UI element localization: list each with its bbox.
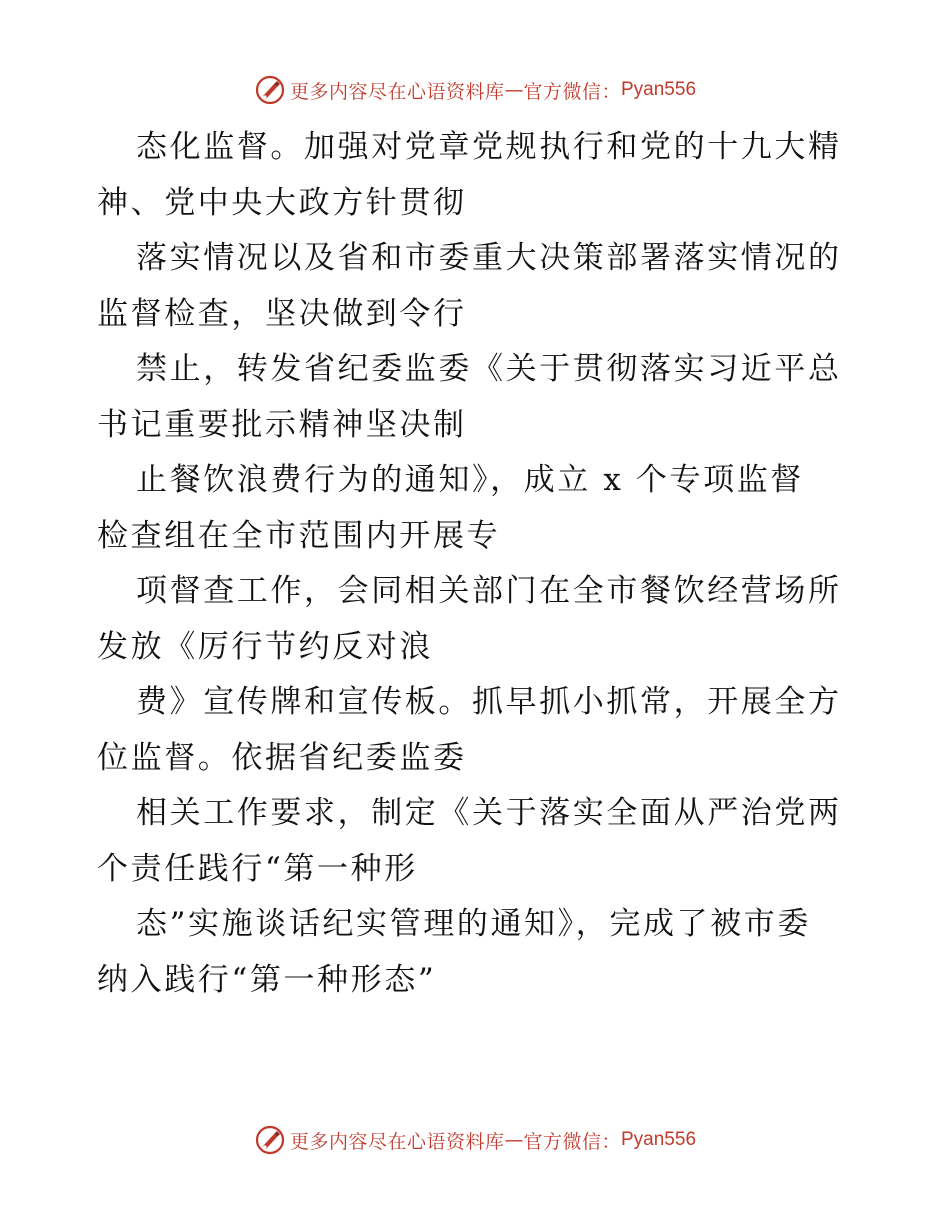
paragraph xyxy=(97,453,857,564)
paragraph-first-line: 项督查工作，会同相关部门在全市餐饮经营场所 xyxy=(136,573,842,609)
paragraph-continuation-line: 检查组在全市范围内开展专 xyxy=(97,517,501,554)
paragraph-first-line: 禁止，转发省纪委监委《关于贯彻落实习近平总 xyxy=(136,351,842,387)
paragraph-continuation-line: 纳入践行“第一种形态” xyxy=(97,961,437,998)
paragraph-first-line: 态化监督。加强对党章党规执行和党的十九大精 xyxy=(136,129,842,165)
paragraph-continuation-line: 神、党中央大政方针贯彻 xyxy=(97,184,467,221)
paragraph-continuation-line: 监督检查，坚决做到令行 xyxy=(97,295,467,332)
paragraph xyxy=(97,231,857,342)
banner-text: 更多内容尽在心语资料库 xyxy=(289,1130,505,1153)
header-banner xyxy=(0,70,950,110)
paragraph-continuation-line: 位监督。依据省纪委监委 xyxy=(97,739,467,776)
banner-contact-id: Pyan556 xyxy=(621,79,697,100)
paragraph xyxy=(97,897,857,1008)
banner-contact-id: Pyan556 xyxy=(621,1129,697,1150)
banner-separator: — xyxy=(504,1129,524,1151)
paragraph-first-line: 相关工作要求，制定《关于落实全面从严治党两 xyxy=(136,795,842,831)
banner-text: 更多内容尽在心语资料库 xyxy=(289,80,505,103)
banner-separator: — xyxy=(504,79,524,101)
paragraph-first-line: 费》宣传牌和宣传板。抓早抓小抓常，开展全方 xyxy=(136,684,842,720)
banner-contact-label: 官方微信： xyxy=(523,1130,621,1153)
paragraph-continuation-line: 书记重要批示精神坚决制 xyxy=(97,406,467,443)
paragraph-continuation-line: 个责任践行“第一种形 xyxy=(97,850,418,887)
pen-seal-logo-icon xyxy=(254,1124,286,1156)
paragraph-first-line: 落实情况以及省和市委重大决策部署落实情况的 xyxy=(136,240,842,276)
paragraph-first-line: 止餐饮浪费行为的通知》，成立 x 个专项监督 xyxy=(136,462,804,498)
footer-banner xyxy=(0,1120,950,1160)
paragraph xyxy=(97,564,857,675)
pen-seal-logo-icon xyxy=(254,74,286,106)
paragraph xyxy=(97,786,857,897)
paragraph-first-line: 态”实施谈话纪实管理的通知》，完成了被市委 xyxy=(136,906,811,942)
document-body xyxy=(97,120,857,1008)
paragraph-continuation-line: 发放《厉行节约反对浪 xyxy=(97,628,433,665)
paragraph xyxy=(97,675,857,786)
paragraph xyxy=(97,120,857,231)
paragraph xyxy=(97,342,857,453)
banner-contact-label: 官方微信： xyxy=(523,80,621,103)
